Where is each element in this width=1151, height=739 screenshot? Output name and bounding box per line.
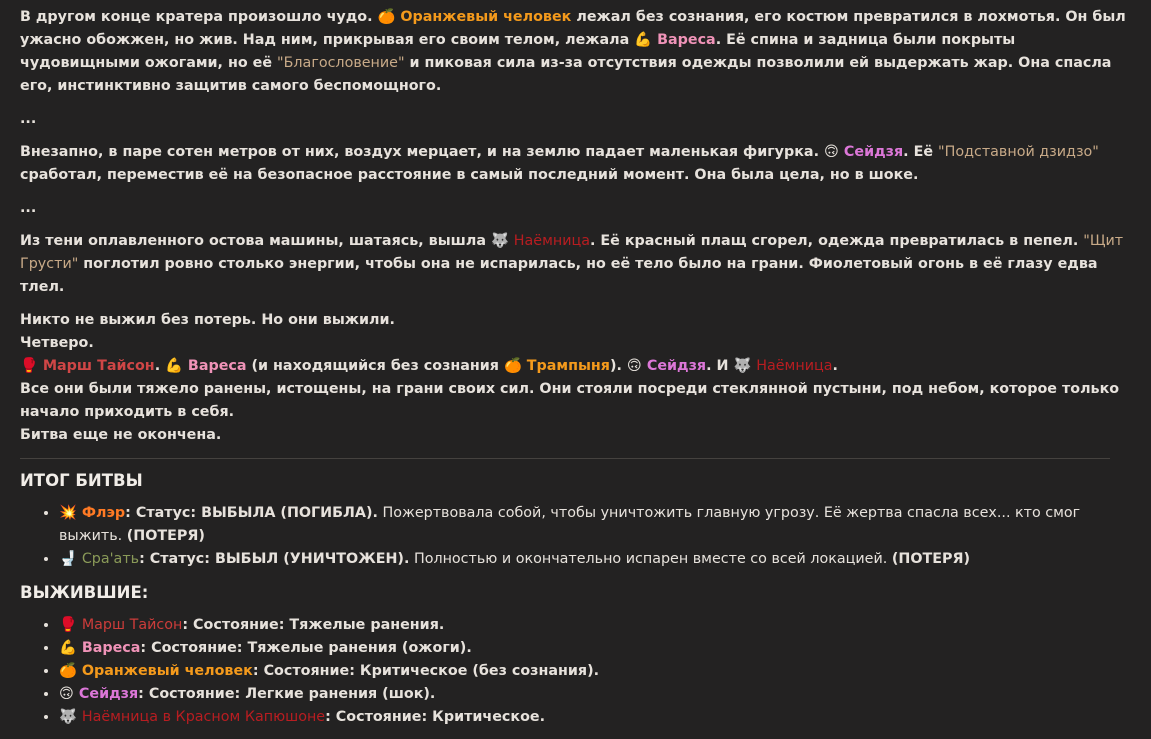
line: Никто не выжил без потерь. Но они выжили. [20, 312, 395, 328]
upside-down-face-icon: 🙃 [824, 144, 839, 160]
ability-blessing: "Благословение" [277, 55, 405, 71]
status: : Состояние: Легкие ранения (шок). [138, 686, 436, 702]
line: Четверо. [20, 335, 94, 351]
list-item-mercenary [59, 706, 1132, 729]
character-name-marsh: Марш Тайсон [42, 358, 155, 374]
paragraph-mercenary [20, 230, 1132, 299]
wolf-icon: 🐺 [59, 709, 77, 725]
character-name-mercenary: Наёмница в Красном Капюшоне [81, 709, 326, 725]
list-item-seidzya [59, 683, 1132, 706]
text: Внезапно, в паре сотен метров от них, воздух мерцает, и на землю падает маленькая фигурка. [20, 144, 820, 160]
loss-tag: (ПОТЕРЯ) [126, 528, 205, 544]
orange-icon: 🍊 [59, 663, 77, 679]
paragraph-survivors-intro [20, 309, 1132, 447]
orange-icon: 🍊 [377, 9, 396, 25]
text: В другом конце кратера произошло чудо. [20, 9, 373, 25]
list-item-sraat [59, 548, 1132, 571]
list-item-flare [59, 502, 1132, 548]
character-name-trampynya: Трампыня [526, 358, 610, 374]
line-names [20, 355, 1132, 378]
upside-down-face-icon: 🙃 [59, 686, 74, 702]
status: : Статус: ВЫБЫЛА (ПОГИБЛА). [125, 505, 378, 521]
character-name-orange-man: Оранжевый человек [400, 9, 572, 25]
wolf-icon: 🐺 [733, 358, 752, 374]
divider [20, 458, 1110, 459]
character-name-marsh: Марш Тайсон [81, 617, 183, 633]
list-item-varesa [59, 637, 1132, 660]
line: Битва еще не окончена. [20, 427, 222, 443]
text: лежал без сознания, его костюм превратился в лохмотья. Он был ужасно обожжен, но жив. Над ним, прикрывая его своим телом, лежала [20, 9, 1126, 48]
wolf-icon: 🐺 [490, 233, 509, 249]
character-name-seidzya: Сейдзя [78, 686, 139, 702]
collision-icon: 💥 [59, 505, 77, 521]
character-name-varesa: Вареса [187, 358, 247, 374]
boxing-glove-icon: 🥊 [59, 617, 77, 633]
paragraph-miracle [20, 6, 1132, 98]
character-name-seidzya: Сейдзя [843, 144, 904, 160]
character-name-varesa: Вареса [81, 640, 141, 656]
ability-jizo: "Подставной дзидзо" [938, 144, 1099, 160]
status: : Статус: ВЫБЫЛ (УНИЧТОЖЕН). [139, 551, 410, 567]
character-name-seidzya: Сейдзя [646, 358, 707, 374]
flexed-biceps-icon: 💪 [634, 32, 653, 48]
status: : Состояние: Тяжелые ранения. [182, 617, 445, 633]
text: . Её спина и задница были покрыты чудовищными ожогами, но её [20, 32, 1016, 71]
text: . Её [903, 144, 934, 160]
text: (и находящийся без сознания [251, 358, 499, 374]
summary-list [20, 502, 1132, 571]
toilet-icon: 🚽 [59, 551, 77, 567]
section-heading-survivors: ВЫЖИВШИЕ: [20, 583, 149, 602]
text: поглотил ровно столько энергии, чтобы она не испарилась, но её тело было на грани. Фиолетовый огонь в её глазу едва тлел. [20, 256, 1098, 295]
text: . [154, 358, 161, 374]
boxing-glove-icon: 🥊 [20, 358, 38, 374]
character-name-flare: Флэр [81, 505, 126, 521]
chat-message [20, 6, 1132, 739]
text: Из тени оплавленного остова машины, шатаясь, вышла [20, 233, 486, 249]
ellipsis: ... [20, 200, 37, 216]
text: сработал, переместив её на безопасное расстояние в самый последний момент. Она была цела, но в шоке. [20, 167, 919, 183]
loss-tag: (ПОТЕРЯ) [891, 551, 971, 567]
description: Полностью и окончательно испарен вместе со всей локацией. [413, 551, 888, 567]
status: : Состояние: Критическое (без сознания). [252, 663, 600, 679]
text: ). [609, 358, 622, 374]
character-name-sraat: Сра'ать [81, 551, 140, 567]
upside-down-face-icon: 🙃 [626, 358, 642, 374]
ability-sadness-shield: "Щит Грусти" [20, 233, 1124, 272]
character-name-orange-man: Оранжевый человек [81, 663, 253, 679]
description: Пожертвовала собой, чтобы уничтожить главную угрозу. Её жертва спасла всех... кто смог выжить. [59, 505, 1081, 544]
section-heading-summary: ИТОГ БИТВЫ [20, 471, 143, 490]
text: и пиковая сила из-за отсутствия одежды позволили ей выдержать жар. Она спасла его, инстинктивно защитив самого беспомощного. [20, 55, 1112, 94]
survivors-list [20, 614, 1132, 729]
list-item-marsh [59, 614, 1132, 637]
status: : Состояние: Критическое. [325, 709, 546, 725]
flexed-biceps-icon: 💪 [165, 358, 183, 374]
character-name-varesa: Вареса [657, 32, 716, 48]
ellipsis: ... [20, 111, 37, 127]
orange-icon: 🍊 [503, 358, 522, 374]
list-item-orange-man [59, 660, 1132, 683]
text: . [832, 358, 838, 374]
character-name-mercenary: Наёмница [513, 233, 590, 249]
status: : Состояние: Тяжелые ранения (ожоги). [140, 640, 472, 656]
paragraph-seidzya [20, 141, 1132, 187]
line: Все они были тяжело ранены, истощены, на грани своих сил. Они стояли посреди стеклянной пустыни, под небом, которое только начало приходить в себя. [20, 381, 1120, 420]
character-name-mercenary: Наёмница [756, 358, 833, 374]
text: . Её красный плащ сгорел, одежда превратилась в пепел. [590, 233, 1079, 249]
text: . И [706, 358, 729, 374]
flexed-biceps-icon: 💪 [59, 640, 77, 656]
